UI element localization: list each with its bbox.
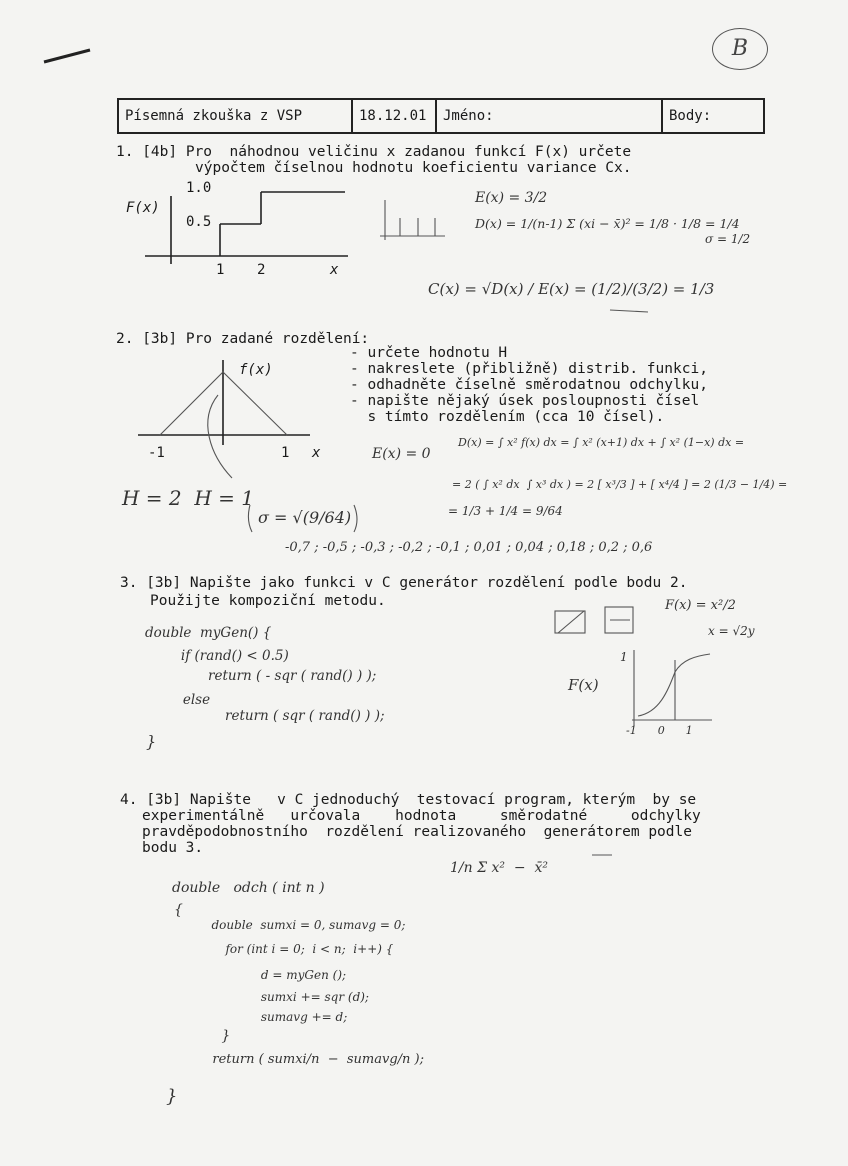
task4-code-10: } — [166, 1086, 178, 1107]
task3-code-5: return ( sqr ( rand() ) ); — [195, 708, 385, 724]
task1-tick-1: 1.0 — [186, 180, 212, 196]
task2-note-sequence: -0,7 ; -0,5 ; -0,3 ; -0,2 ; -0,1 ; 0,01 ; 0,04 ; 0,18 ; 0,2 ; 0,6 — [285, 540, 653, 555]
task4-line4: bodu 3. — [142, 840, 204, 856]
task1-note-sigma: σ = 1/2 — [705, 232, 751, 246]
task3-code-2: if (rand() < 0.5) — [168, 648, 289, 664]
task2-pencil-curve — [208, 395, 232, 478]
task3-line1: 3. [3b] Napište jako funkci v C generátor rozdělení podle bodu 2. — [120, 575, 688, 591]
task1-tick-05: 0.5 — [186, 214, 212, 230]
task4-code-9: return ( sumxi/n − sumavg/n ); — [200, 1052, 424, 1067]
task2-note-mean: E(x) = 0 — [372, 446, 431, 462]
task2-note-var1: D(x) = ∫ x² f(x) dx = ∫ x² (x+1) dx + ∫ x² (1−x) dx = — [458, 436, 745, 449]
exam-date: 18.12.01 — [352, 99, 436, 133]
task4-code-5: d = myGen (); — [238, 968, 347, 982]
task4-code-7: sumavg += d; — [238, 1010, 348, 1024]
grade-stamp: B — [712, 28, 768, 70]
task2-note-var2: = 2 ( ∫ x² dx ∫ x³ dx ) = 2 [ x³/3 ] + [ x⁴/4 ] = 2 (1/3 − 1/4) = — [452, 478, 788, 491]
task2-note-sigma: σ = √(9/64) — [258, 508, 352, 527]
task3-code-4: else — [170, 692, 211, 708]
task2-tick-plus1: 1 — [281, 445, 290, 461]
task1-tick-x1: 1 — [216, 262, 225, 278]
task4-code-1: double odch ( int n ) — [172, 880, 325, 896]
task3-code-6: } — [146, 732, 157, 751]
task3-line2: Použijte kompoziční metodu. — [150, 593, 386, 609]
task2-bullet-1: - určete hodnotu H — [350, 345, 508, 361]
task1-note-cv: C(x) = √D(x) / E(x) = (1/2)/(3/2) = 1/3 — [428, 280, 715, 298]
task2-xlabel: x — [312, 445, 321, 461]
task2-bullet-3: - odhadněte číselně směrodatnou odchylku, — [350, 377, 708, 393]
task3-pencil-sketch — [555, 607, 712, 726]
task2-tick-minus1: -1 — [148, 445, 165, 461]
task4-note-formula: 1/n Σ x² − x̄² — [450, 860, 548, 876]
task1-line2: výpočtem číselnou hodnotu koeficientu variance Cx. — [195, 160, 632, 176]
task4-code-2: { — [174, 902, 183, 918]
task2-line1: 2. [3b] Pro zadané rozdělení: — [116, 331, 370, 347]
name-field[interactable]: Jméno: — [436, 99, 662, 133]
task4-code-4: for (int i = 0; i < n; i++) { — [214, 942, 394, 956]
task4-code-8: } — [208, 1028, 231, 1044]
task3-code-1: double myGen() { — [145, 625, 272, 641]
task4-code-3: double sumxi = 0, sumavg = 0; — [200, 918, 406, 932]
task1-graph — [145, 192, 348, 264]
task4-line1: 4. [3b] Napište v C jednoduchý testovací program, kterým by se — [120, 792, 697, 808]
task1-tick-x2: 2 — [257, 262, 266, 278]
task1-note-variance: D(x) = 1/(n-1) Σ (xi − x̄)² = 1/8 · 1/8 = 1/4 — [475, 216, 740, 231]
task2-note-var3: = 1/3 + 1/4 = 9/64 — [448, 504, 563, 518]
task2-bullet-4: - napište nějaký úsek posloupnosti čísel — [350, 393, 700, 409]
exam-title: Písemná zkouška z VSP — [118, 99, 352, 133]
task4-code-6: sumxi += sqr (d); — [238, 990, 369, 1004]
task3-note-ticks: -1 0 1 — [626, 724, 693, 737]
task3-note-one: 1 — [620, 650, 628, 664]
task2-bullet-2: - nakreslete (přibližně) distrib. funkci, — [350, 361, 708, 377]
points-field[interactable]: Body: — [662, 99, 764, 133]
task2-ylabel: f(x) — [239, 362, 273, 378]
pen-mark — [44, 50, 90, 62]
task4-line3: pravděpodobnostního rozdělení realizovaného generátorem podle — [142, 824, 692, 840]
task2-note-h: H = 2 H = 1 — [122, 486, 254, 510]
task1-ylabel: F(x) — [126, 200, 160, 216]
task3-note-x: x = √2y — [708, 624, 755, 638]
task3-code-3: return ( - sqr ( rand() ) ); — [178, 668, 377, 684]
task3-note-f: F(x) = x²/2 — [665, 598, 736, 613]
task1-xlabel: x — [330, 262, 339, 278]
task1-note-mean: E(x) = 3/2 — [475, 190, 548, 206]
task2-bullet-5: s tímto rozdělením (cca 10 čísel). — [350, 409, 665, 425]
header-table — [117, 98, 765, 134]
task3-note-fx: F(x) — [568, 676, 599, 694]
task4-line2: experimentálně určovala hodnota směrodatné odchylky — [142, 808, 701, 824]
task1-line1: 1. [4b] Pro náhodnou veličinu x zadanou funkcí F(x) určete — [116, 144, 632, 160]
